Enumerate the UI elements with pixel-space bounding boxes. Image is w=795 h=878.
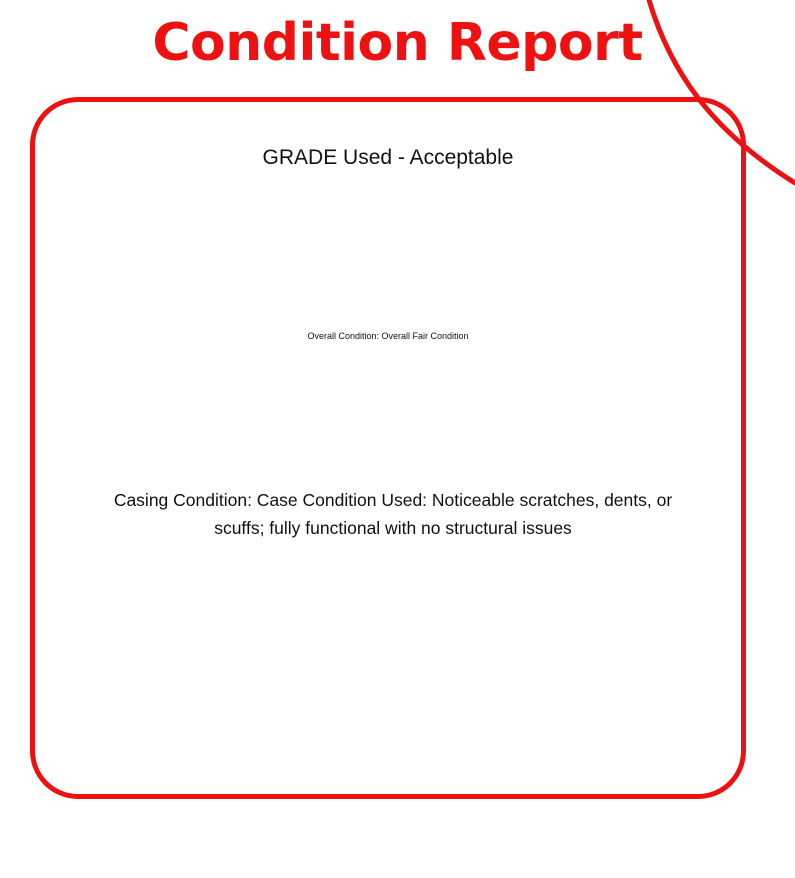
grade-line: GRADE Used - Acceptable bbox=[262, 146, 514, 169]
casing-condition-line: Casing Condition: Case Condition Used: Noticeable scratches, dents, or scuffs; fully functional with no structural issues bbox=[113, 490, 673, 538]
overall-condition-line: Overall Condition: Overall Fair Condition bbox=[307, 331, 469, 341]
condition-report-card bbox=[30, 97, 746, 799]
page-title: Condition Report bbox=[152, 13, 643, 73]
